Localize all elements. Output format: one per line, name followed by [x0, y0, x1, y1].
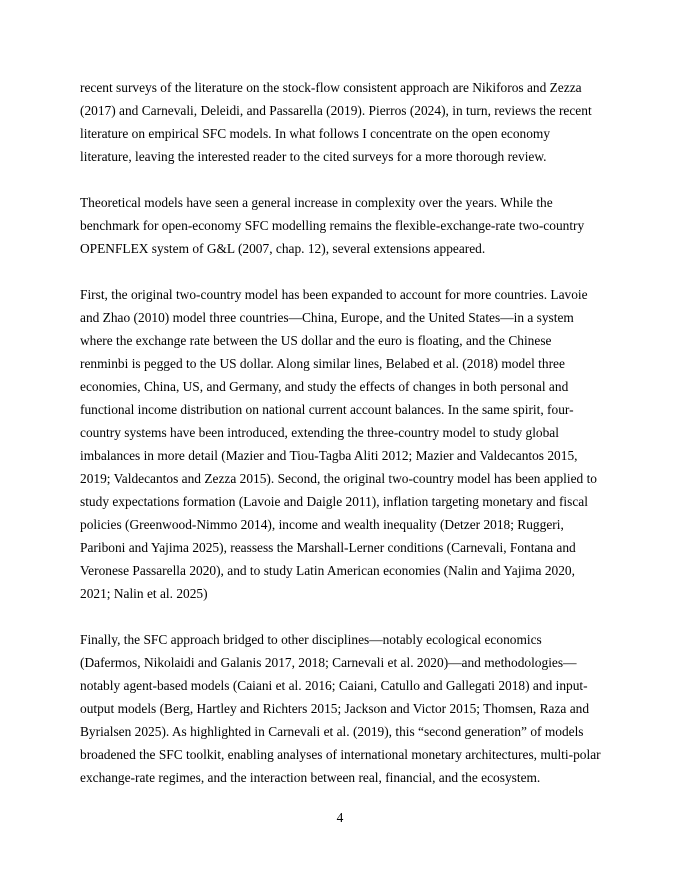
- paragraph: [80, 191, 600, 260]
- text-line: exchange-rate regimes, and the interaction between real, financial, and the ecosystem.: [80, 770, 541, 785]
- text-line: economies, China, US, and Germany, and study the effects of changes in both personal and: [80, 379, 569, 394]
- text-line: Pariboni and Yajima 2025), reassess the Marshall-Lerner conditions (Carnevali, Fontana and: [80, 540, 576, 555]
- text-line: renminbi is pegged to the US dollar. Along similar lines, Belabed et al. (2018) model three: [80, 356, 565, 371]
- text-line: policies (Greenwood-Nimmo 2014), income and wealth inequality (Detzer 2018; Ruggeri,: [80, 517, 564, 532]
- text-line: country systems have been introduced, extending the three-country model to study global: [80, 425, 559, 440]
- text-line: Byrialsen 2025). As highlighted in Carnevali et al. (2019), this “second generation” of models: [80, 724, 584, 739]
- text-line: study expectations formation (Lavoie and Daigle 2011), inflation targeting monetary and fiscal: [80, 494, 588, 509]
- text-line: imbalances in more detail (Mazier and Tiou-Tagba Aliti 2012; Mazier and Valdecantos 2015,: [80, 448, 578, 463]
- body-text: [80, 76, 600, 812]
- text-line: Veronese Passarella 2020), and to study Latin American economies (Nalin and Yajima 2020,: [80, 563, 575, 578]
- text-line: where the exchange rate between the US dollar and the euro is floating, and the Chinese: [80, 333, 552, 348]
- page-number: 4: [336, 810, 344, 825]
- text-line: literature, leaving the interested reader to the cited surveys for a more thorough review.: [80, 149, 547, 164]
- text-line: notably agent-based models (Caiani et al. 2016; Caiani, Catullo and Gallegati 2018) and input-: [80, 678, 588, 693]
- text-line: Finally, the SFC approach bridged to other disciplines—notably ecological economics: [80, 632, 542, 647]
- text-line: 2021; Nalin et al. 2025): [80, 586, 208, 601]
- text-line: output models (Berg, Hartley and Richters 2015; Jackson and Victor 2015; Thomsen, Raza and: [80, 701, 590, 716]
- text-line: Theoretical models have seen a general increase in complexity over the years. While the: [80, 195, 553, 210]
- paragraph: [80, 76, 600, 168]
- text-line: (Dafermos, Nikolaidi and Galanis 2017, 2018; Carnevali et al. 2020)—and methodologies—: [80, 655, 577, 670]
- paragraph: [80, 628, 600, 789]
- text-line: and Zhao (2010) model three countries—China, Europe, and the United States—in a system: [80, 310, 574, 325]
- text-line: functional income distribution on national current account balances. In the same spirit, four-: [80, 402, 574, 417]
- paragraph: [80, 283, 600, 605]
- text-line: (2017) and Carnevali, Deleidi, and Passarella (2019). Pierros (2024), in turn, reviews the recent: [80, 103, 592, 118]
- text-line: 2019; Valdecantos and Zezza 2015). Second, the original two-country model has been applied to: [80, 471, 598, 486]
- text-line: broadened the SFC toolkit, enabling analyses of international monetary architectures, multi-polar: [80, 747, 601, 762]
- text-line: recent surveys of the literature on the stock-flow consistent approach are Nikiforos and Zezza: [80, 80, 582, 95]
- text-line: literature on empirical SFC models. In what follows I concentrate on the open economy: [80, 126, 551, 141]
- text-line: OPENFLEX system of G&L (2007, chap. 12), several extensions appeared.: [80, 241, 486, 256]
- text-line: First, the original two-country model has been expanded to account for more countries. Lavoie: [80, 287, 588, 302]
- text-line: benchmark for open-economy SFC modelling remains the flexible-exchange-rate two-country: [80, 218, 585, 233]
